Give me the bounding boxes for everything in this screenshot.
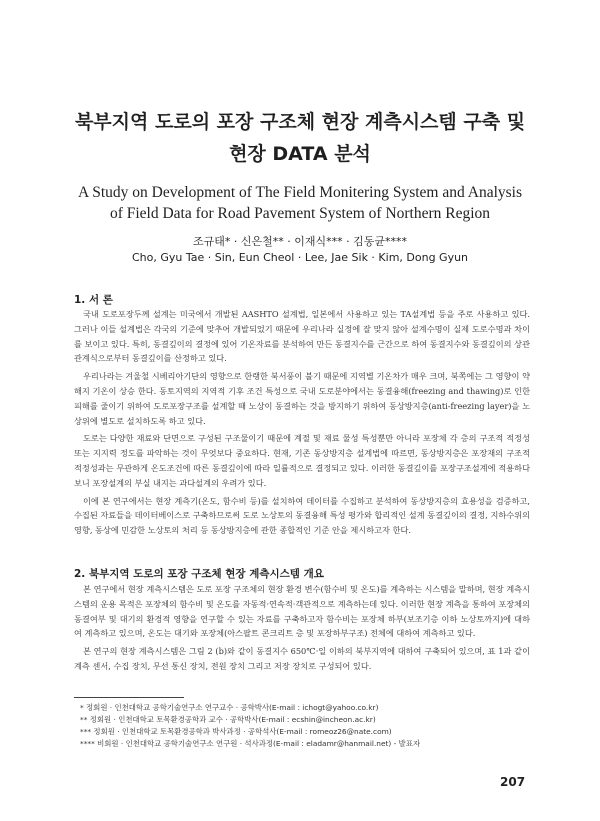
korean-title-line-2: 현장 DATA 분석 [229,143,371,165]
section-2-heading: 2. 북부지역 도로의 포장 구조체 현장 계측시스템 개요 [74,568,324,580]
authors-korean: 조규태* · 신은철** · 이재식*** · 김동균**** [193,235,407,248]
section-1-paragraph: 이에 본 연구에서는 현장 계측기(온도, 함수비 등)를 설치하여 데이터를 수집하고 분석하여 동상방지층의 효용성을 검증하고, 수집된 자료들을 데이터베이스로 구축하므로써 도로 노상토의 동결융해 특성 평가와 합리적인 설계 동결깊이의 결정, 지하수위의 영향, 동상에 민감한 노상토의 처리 등 동상방지층에 관한 종합적인 기준 안을 제시하고자 한다. [74,495,530,536]
section-1-body [74,307,530,538]
section-2-paragraph: 본 연구의 현장 계측시스템은 그림 2 (b)와 같이 동결지수 650℃·일 이하의 북부지역에 대하여 구축되어 있으며, 표 1과 같이 계측 센서, 수집 장치, 무선 통신 장치, 전원 장치 그리고 저장 장치로 구성되어 있다. [74,646,530,671]
page-number: 207 [500,775,526,789]
footnote: * 정회원 · 인천대학교 공학기술연구소 연구교수 · 공학박사(E-mail : ichogt@yahoo.co.kr) [80,703,379,712]
footnote-divider [74,697,184,698]
section-2-paragraph: 본 연구에서 현장 계측시스템은 도로 포장 구조체의 현장 환경 변수(함수비 및 온도)를 계측하는 시스템을 말하며, 현장 계측시스템의 운용 목적은 포장체의 함수비 및 온도를 자동적·연속적·객관적으로 계측하는데 있다. 이러한 현장 계측을 통하여 포장체의 동결여부 및 대기의 환경적 영향을 연구할 수 있는 자료를 구축하고자 함수비는 포장체 하부(보조기층 이하 노상토까지)에 대하여 계측하고 있으며, 온도는 대기와 포장체(아스팔트 콘크리트 층 및 포장하부구조) 전체에 대하여 계측하고 있다. [74,584,530,639]
section-1-paragraph: 우리나라는 겨울철 시베리아기단의 영향으로 한랭한 북서풍이 불기 때문에 지역별 기온차가 매우 크며, 북쪽에는 그 영향이 약해지 기온이 상승 한다. 동토지역의 지역적 기후 조건 특성으로 국내 도로분야에서는 동결융해(freezing and thawing)로 인한 피해를 줄이기 위하여 도로포장구조를 설계할 때 노상이 동결하는 것을 방지하기 위하여 동상방지층(anti-freezing layer)을 노상위에 별도로 설치하도록 하고 있다. [74,371,530,426]
section-1-paragraph: 국내 도로포장두께 설계는 미국에서 개발된 AASHTO 설계법, 일본에서 사용하고 있는 TA설계법 등을 주로 사용하고 있다. 그러나 이들 설계법은 각국의 기준에 맞추어 개발되었기 때문에 우리나라 실정에 잘 맞지 않아 설계수명이 실제 도로수명과 차이를 보이고 있다. 특히, 동결깊이의 결정에 있어 기온자료를 분석하여 만든 동결지수를 근간으로 하여 동결지수와 동결깊이의 상관관계식으로부터 동결깊이를 산정하고 있다. [74,309,530,364]
section-2-body [74,582,530,674]
korean-title [40,106,560,170]
authors-english: Cho, Gyu Tae · Sin, Eun Cheol · Lee, Jae Sik · Kim, Dong Gyun [131,251,469,264]
english-title-line-2: of Field Data for Road Pavement System of Northern Region [109,205,491,222]
footnotes [80,702,530,750]
section-1-heading: 1. 서 론 [74,294,113,306]
section-1-paragraph: 도로는 다양한 재료와 단면으로 구성된 구조물이기 때문에 계절 및 재료 물성 특성뿐만 아니라 포장체 각 층의 구조적 적정성 또는 지지력 정도를 파악하는 것이 무엇보다 중요하다. 현재, 기존 동상방지층 설계법에 따르면, 동상방지층은 포장재의 구조적 적정성과는 무관하게 온도조건에 따른 동결깊이에 따라 일률적으로 결정되고 있다. 이러한 동결깊이를 포장구조설계에 적용하다 보니 포장설계의 부실 내지는 과다설계의 우려가 있다. [74,433,530,488]
footnote: ** 정회원 · 인천대학교 토목환경공학과 교수 · 공학박사(E-mail : ecshin@incheon.ac.kr) [80,715,376,724]
footnote: *** 정회원 · 인천대학교 토목환경공학과 박사과정 · 공학석사(E-mail : romeoz26@nate.com) [80,727,392,736]
korean-title-line-1: 북부지역 도로의 포장 구조체 현장 계측시스템 구축 및 [74,111,526,133]
english-title-line-1: A Study on Development of The Field Monitering System and Analysis [77,184,523,201]
english-title [40,182,560,224]
footnote: **** 비회원 · 인천대학교 공학기술연구소 연구원 · 석사과정(E-mail : eladamr@hanmail.net) - 발표자 [80,739,421,748]
